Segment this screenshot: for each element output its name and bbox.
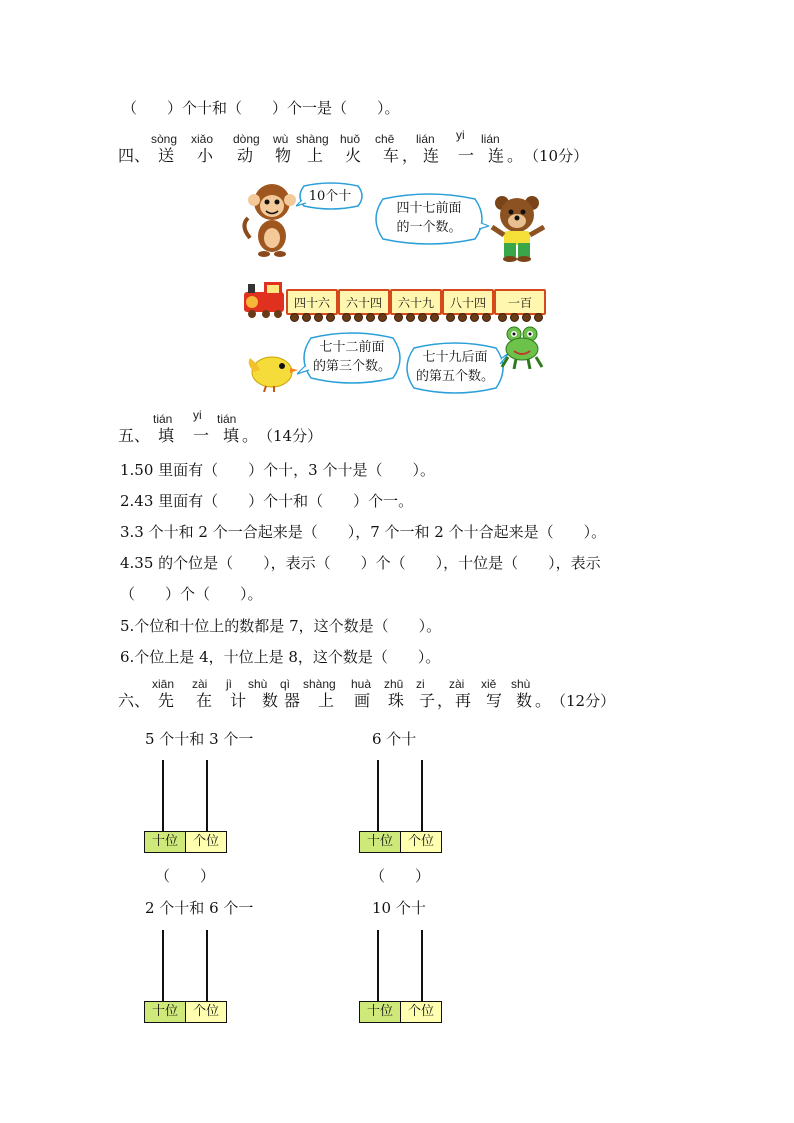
top-fill-line: （ ）个十和（ ）个一是（ ）。	[122, 99, 400, 117]
abacus-base	[359, 831, 442, 853]
train-car[interactable]	[390, 289, 442, 315]
abacus-base	[144, 831, 227, 853]
heading-char: 上	[318, 691, 335, 710]
wheel	[430, 313, 439, 322]
heading-char: 连	[488, 146, 505, 165]
bear-bubble-line2: 的一个数。	[396, 220, 462, 235]
abacus-caption: 6 个十	[372, 730, 417, 748]
heading-char: 数	[262, 691, 279, 710]
bird-bubble-line1: 七十二前面	[319, 340, 385, 355]
heading-char: 数	[516, 691, 533, 710]
ones-rod[interactable]	[421, 930, 423, 1001]
pinyin: tián	[217, 412, 237, 426]
section5-score: （14分）	[258, 427, 323, 445]
pinyin: zài	[192, 677, 208, 691]
wheel	[326, 313, 335, 322]
fill-item-1: 1.50 里面有（ ）个十，3 个十是（ ）。	[120, 461, 435, 479]
heading-char: 。	[507, 146, 524, 165]
pinyin: shù	[248, 677, 268, 691]
wheel	[510, 313, 519, 322]
heading-char: 在	[196, 691, 213, 710]
heading-char: 一	[458, 146, 475, 165]
train-car-label: 六十九	[397, 296, 434, 310]
train-engine	[242, 278, 286, 320]
abacus-caption: 10 个十	[372, 899, 426, 917]
section4-score: （10分）	[524, 147, 589, 165]
heading-char: 。	[242, 426, 259, 445]
section6-number: 六、	[118, 691, 151, 710]
wheel	[534, 313, 543, 322]
heading-char: 。	[535, 691, 552, 710]
abacus-caption: 2 个十和 6 个一	[145, 899, 254, 917]
ones-rod[interactable]	[206, 760, 208, 831]
pinyin: zhū	[384, 677, 404, 691]
heading-char: 动	[237, 146, 254, 165]
wheel	[290, 313, 299, 322]
train-car-label: 六十四	[345, 296, 382, 310]
pinyin: xiǎo	[191, 132, 214, 146]
section4-number: 四、	[118, 146, 151, 165]
bear-illustration	[488, 193, 550, 263]
ones-rod[interactable]	[421, 760, 423, 831]
heading-char: 先	[158, 691, 175, 710]
train-car[interactable]	[494, 289, 546, 315]
wheel	[522, 313, 531, 322]
tens-place-label: 十位	[360, 1002, 401, 1022]
heading-char: ，	[402, 146, 419, 165]
tens-rod[interactable]	[377, 930, 379, 1001]
abacus-base	[144, 1001, 227, 1023]
wheel	[378, 313, 387, 322]
wheel	[366, 313, 375, 322]
wheel	[394, 313, 403, 322]
heading-char: 填	[158, 426, 175, 445]
heading-char: 送	[158, 146, 175, 165]
ones-place-label: 个位	[186, 1002, 226, 1022]
heading-char: ，	[437, 691, 454, 710]
abacus-base	[359, 1001, 442, 1023]
wheel	[418, 313, 427, 322]
fill-item-4-cont: （ ）个（ ）。	[120, 585, 263, 603]
fill-item-2: 2.43 里面有（ ）个十和（ ）个一。	[120, 492, 414, 510]
tens-rod[interactable]	[377, 760, 379, 831]
pinyin: yi	[456, 128, 465, 142]
train-car-label: 四十六	[293, 296, 330, 310]
heading-char: 计	[230, 691, 247, 710]
wheel	[406, 313, 415, 322]
pinyin: lián	[416, 132, 435, 146]
fill-item-3: 3.3 个十和 2 个一合起来是（ ），7 个一和 2 个十合起来是（ ）。	[120, 523, 607, 541]
heading-char: 一	[193, 426, 210, 445]
train-car-label: 一百	[507, 296, 532, 310]
frog-bubble-line1: 七十九后面	[422, 350, 488, 365]
ones-rod[interactable]	[206, 930, 208, 1001]
tens-rod[interactable]	[162, 930, 164, 1001]
pinyin: dòng	[233, 132, 260, 146]
tens-place-label: 十位	[145, 1002, 186, 1022]
wheel	[470, 313, 479, 322]
bear-bubble-line1: 四十七前面	[396, 201, 462, 216]
wheel	[482, 313, 491, 322]
train-car[interactable]	[286, 289, 338, 315]
train-car-label: 八十四	[449, 296, 486, 310]
answer-blank[interactable]: （ ）	[155, 867, 216, 885]
heading-char: 火	[345, 146, 362, 165]
fill-item-5: 5.个位和十位上的数都是 7，这个数是（ ）。	[120, 617, 442, 635]
pinyin: chē	[375, 132, 395, 146]
pinyin: xiān	[152, 677, 175, 691]
heading-char: 填	[223, 426, 240, 445]
section6-score: （12分）	[551, 692, 616, 710]
train-car[interactable]	[338, 289, 390, 315]
wheel	[314, 313, 323, 322]
pinyin: yi	[193, 408, 202, 422]
pinyin: lián	[481, 132, 500, 146]
heading-char: 画	[354, 691, 371, 710]
heading-char: 珠	[388, 691, 405, 710]
pinyin: shù	[511, 677, 531, 691]
pinyin: wù	[273, 132, 289, 146]
tens-place-label: 十位	[360, 832, 401, 852]
wheel	[498, 313, 507, 322]
pinyin: tián	[153, 412, 173, 426]
pinyin: sòng	[151, 132, 178, 146]
heading-char: 上	[307, 146, 324, 165]
ones-place-label: 个位	[401, 1002, 441, 1022]
pinyin: jì	[226, 677, 232, 691]
abacus-caption: 5 个十和 3 个一	[145, 730, 254, 748]
wheel	[446, 313, 455, 322]
heading-char: 车	[383, 146, 400, 165]
tens-place-label: 十位	[145, 832, 186, 852]
answer-blank[interactable]: （ ）	[370, 867, 431, 885]
pinyin: xiě	[481, 677, 497, 691]
pinyin: shàng	[303, 677, 336, 691]
pinyin: huà	[351, 677, 372, 691]
monkey-bubble-text: 10个十	[308, 189, 352, 204]
bird-bubble-line2: 的第三个数。	[312, 359, 391, 374]
bird-illustration	[246, 346, 300, 392]
heading-char: 子	[419, 691, 436, 710]
fill-item-6: 6.个位上是 4，十位上是 8，这个数是（ ）。	[120, 648, 441, 666]
tens-rod[interactable]	[162, 760, 164, 831]
ones-place-label: 个位	[186, 832, 226, 852]
fill-item-4: 4.35 的个位是（ ），表示（ ）个（ ），十位是（ ），表示	[120, 554, 601, 572]
pinyin: qì	[280, 677, 291, 691]
train-car[interactable]	[442, 289, 494, 315]
pinyin: huǒ	[340, 132, 361, 146]
frog-illustration	[500, 325, 544, 369]
heading-char: 连	[423, 146, 440, 165]
heading-char: 物	[275, 146, 292, 165]
pinyin: shàng	[296, 132, 329, 146]
wheel	[342, 313, 351, 322]
wheel	[458, 313, 467, 322]
section5-number: 五、	[118, 426, 151, 445]
heading-char: 再	[455, 691, 472, 710]
heading-char: 小	[197, 146, 214, 165]
heading-char: 器	[284, 691, 301, 710]
heading-char: 写	[486, 691, 503, 710]
frog-bubble-line2: 的第五个数。	[415, 369, 494, 384]
pinyin: zài	[449, 677, 465, 691]
wheel	[354, 313, 363, 322]
ones-place-label: 个位	[401, 832, 441, 852]
pinyin: zi	[416, 677, 425, 691]
wheel	[302, 313, 311, 322]
